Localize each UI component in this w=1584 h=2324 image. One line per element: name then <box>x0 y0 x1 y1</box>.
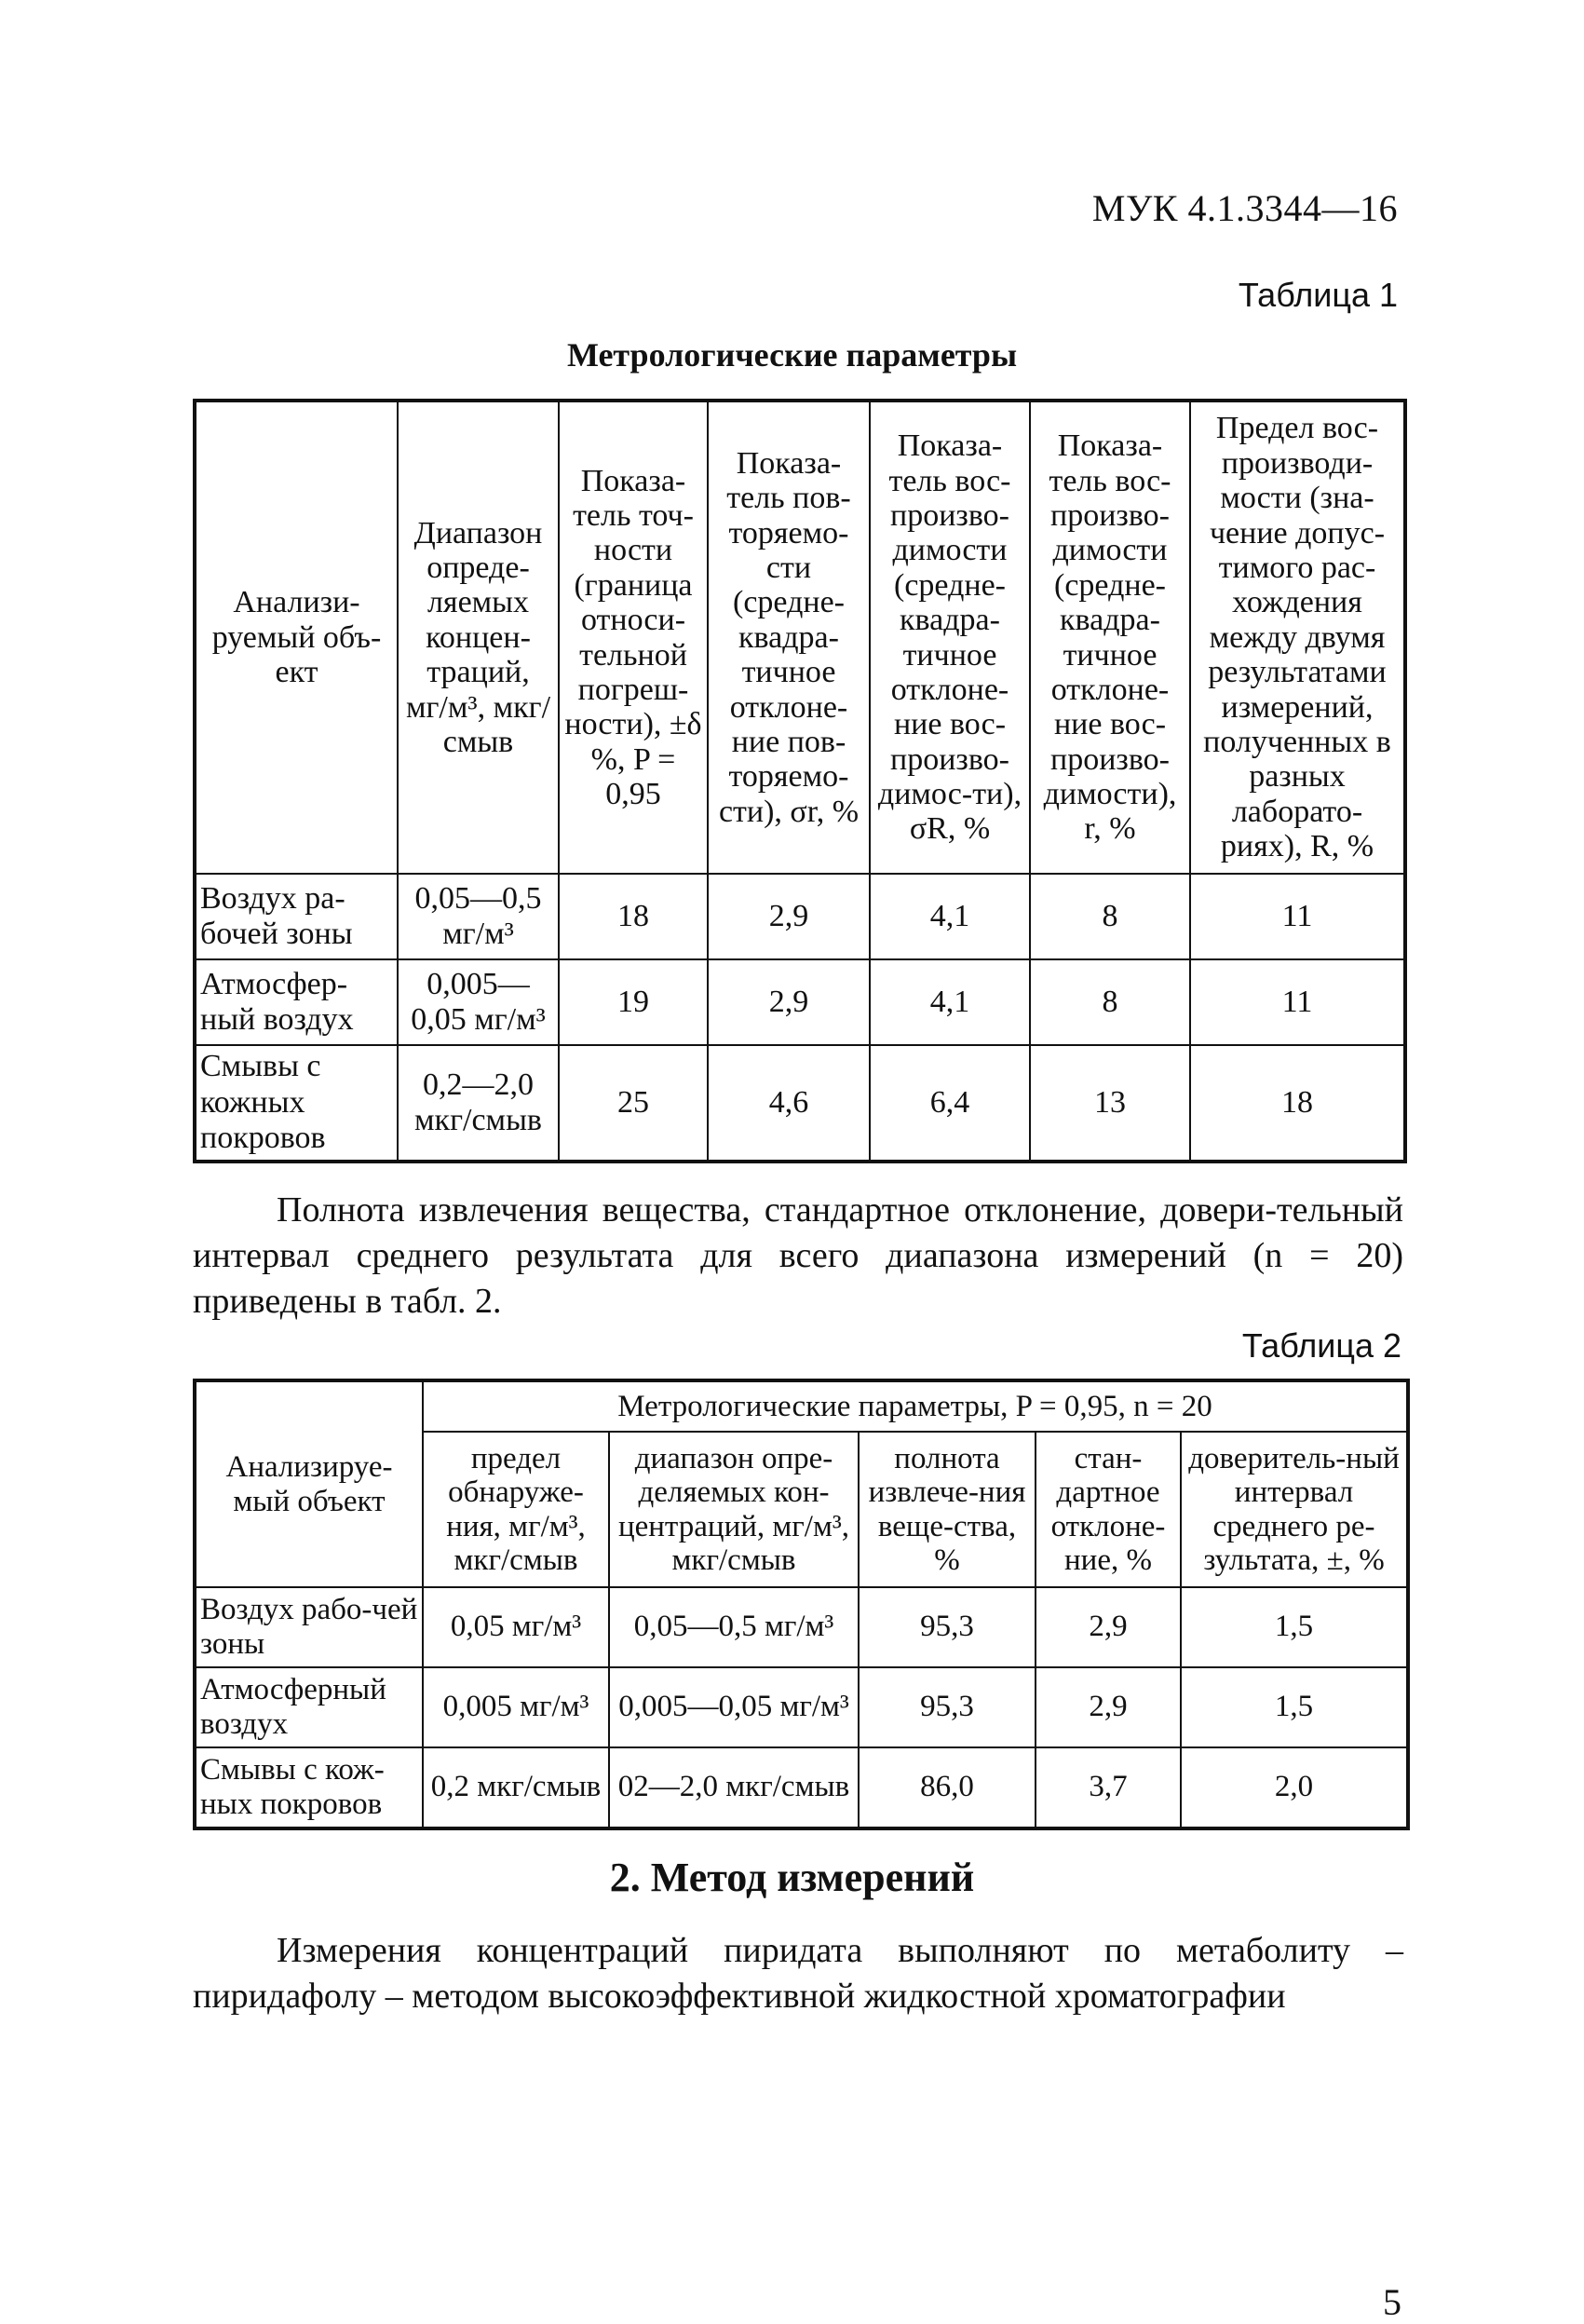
table-cell: 2,0 <box>1181 1747 1408 1828</box>
table-cell: Атмосфер-ный воздух <box>195 959 398 1045</box>
header-cell: Предел вос-производи-мости (зна-чение допус-тимого рас-хождения между двумя результатами измерений, полученных в разных лаборато-риях), R, % <box>1190 401 1405 874</box>
paragraph-text: Полнота извлечения вещества, стандартное отклонение, довери-тельный интервал среднего результата для всего диапазона измерений (n = 20) приведены в табл. 2. <box>193 1190 1403 1321</box>
table-cell: 1,5 <box>1181 1587 1408 1667</box>
table-cell: 0,05 мг/м³ <box>423 1587 609 1667</box>
header-cell: Анализируе-мый объект <box>195 1380 423 1587</box>
table-cell: Смывы с кож-ных покровов <box>195 1747 423 1828</box>
header-cell: предел обнаруже-ния, мг/м³, мкг/смыв <box>423 1432 609 1587</box>
table-cell: 2,9 <box>708 874 870 959</box>
header-cell: Анализи-руемый объ-ект <box>195 401 398 874</box>
table-cell: 8 <box>1030 874 1190 959</box>
table-cell: 19 <box>559 959 708 1045</box>
table-cell: 11 <box>1190 959 1405 1045</box>
table-cell: 18 <box>1190 1045 1405 1162</box>
paragraph-completeness <box>193 1188 1403 1325</box>
table-cell: 6,4 <box>870 1045 1030 1162</box>
header-cell: полнота извлече-ния веще-ства, % <box>859 1432 1036 1587</box>
table-cell: 18 <box>559 874 708 959</box>
header-cell: Показа-тель точ-ности (граница относи-тельной погреш-ности), ±δ %, P = 0,95 <box>559 401 708 874</box>
table-cell: 25 <box>559 1045 708 1162</box>
table-cell: 0,005—0,05 мг/м³ <box>609 1667 859 1747</box>
extraction-parameters-table <box>193 1379 1410 1830</box>
table-cell: 95,3 <box>859 1587 1036 1667</box>
table-cell: 0,05—0,5 мг/м³ <box>609 1587 859 1667</box>
table-cell: Смывы с кожных покровов <box>195 1045 398 1162</box>
header-cell: Показа-тель вос-произво-димости (средне-квадра-тичное отклоне-ние вос-произво-димос-ти), σR, % <box>870 401 1030 874</box>
table-header-row <box>195 401 1405 874</box>
table-cell: 4,1 <box>870 959 1030 1045</box>
page-number: 5 <box>1383 2281 1401 2323</box>
table-row <box>195 1747 1408 1828</box>
table-cell: 86,0 <box>859 1747 1036 1828</box>
table-row <box>195 1667 1408 1747</box>
header-cell: Показа-тель вос-произво-димости (средне-квадра-тичное отклоне-ние вос-произво-димости), r, % <box>1030 401 1190 874</box>
metrological-parameters-table <box>193 399 1407 1163</box>
table-cell: 11 <box>1190 874 1405 959</box>
table-row <box>195 874 1405 959</box>
header-cell: диапазон опре-деляемых кон-центраций, мг/м³, мкг/смыв <box>609 1432 859 1587</box>
table-cell: 3,7 <box>1036 1747 1181 1828</box>
table-cell: Воздух ра-бочей зоны <box>195 874 398 959</box>
table-cell: 0,2—2,0 мкг/смыв <box>398 1045 559 1162</box>
table-cell: 8 <box>1030 959 1190 1045</box>
header-cell: Диапазон опреде-ляемых концен-траций, мг/м³, мкг/смыв <box>398 401 559 874</box>
document-code: МУК 4.1.3344—16 <box>1091 187 1398 229</box>
group-header-cell: Метрологические параметры, P = 0,95, n = 20 <box>423 1380 1408 1432</box>
table1-label: Таблица 1 <box>1238 276 1398 314</box>
table-group-header-row <box>195 1380 1408 1432</box>
table-row <box>195 1587 1408 1667</box>
table-cell: 95,3 <box>859 1667 1036 1747</box>
header-cell: Показа-тель пов-торяемо-сти (средне-квадра-тичное отклоне-ние пов-торяемо-сти), σr, % <box>708 401 870 874</box>
table-cell: 2,9 <box>708 959 870 1045</box>
table1-caption: Метрологические параметры <box>566 336 1018 374</box>
table-cell: 2,9 <box>1036 1667 1181 1747</box>
table-cell: 13 <box>1030 1045 1190 1162</box>
table-row <box>195 1045 1405 1162</box>
table-cell: 0,2 мкг/смыв <box>423 1747 609 1828</box>
table-cell: 2,9 <box>1036 1587 1181 1667</box>
table-cell: 02—2,0 мкг/смыв <box>609 1747 859 1828</box>
table-cell: 4,6 <box>708 1045 870 1162</box>
table2-label: Таблица 2 <box>1241 1326 1401 1365</box>
paragraph-method <box>193 1928 1403 2019</box>
header-cell: доверитель-ный интервал среднего ре-зультата, ±, % <box>1181 1432 1408 1587</box>
table-cell: 4,1 <box>870 874 1030 959</box>
table-row <box>195 959 1405 1045</box>
table-cell: 0,005—0,05 мг/м³ <box>398 959 559 1045</box>
header-cell: стан-дартное отклоне-ние, % <box>1036 1432 1181 1587</box>
table-cell: Воздух рабо-чей зоны <box>195 1587 423 1667</box>
table-cell: 1,5 <box>1181 1667 1408 1747</box>
table-cell: 0,005 мг/м³ <box>423 1667 609 1747</box>
table-cell: Атмосферный воздух <box>195 1667 423 1747</box>
paragraph-text: Измерения концентраций пиридата выполняют по метаболиту – пиридафолу – методом высокоэффективной жидкостной хроматографии <box>193 1931 1403 2016</box>
section-title: 2. Метод измерений <box>609 1855 975 1900</box>
table-cell: 0,05—0,5 мг/м³ <box>398 874 559 959</box>
